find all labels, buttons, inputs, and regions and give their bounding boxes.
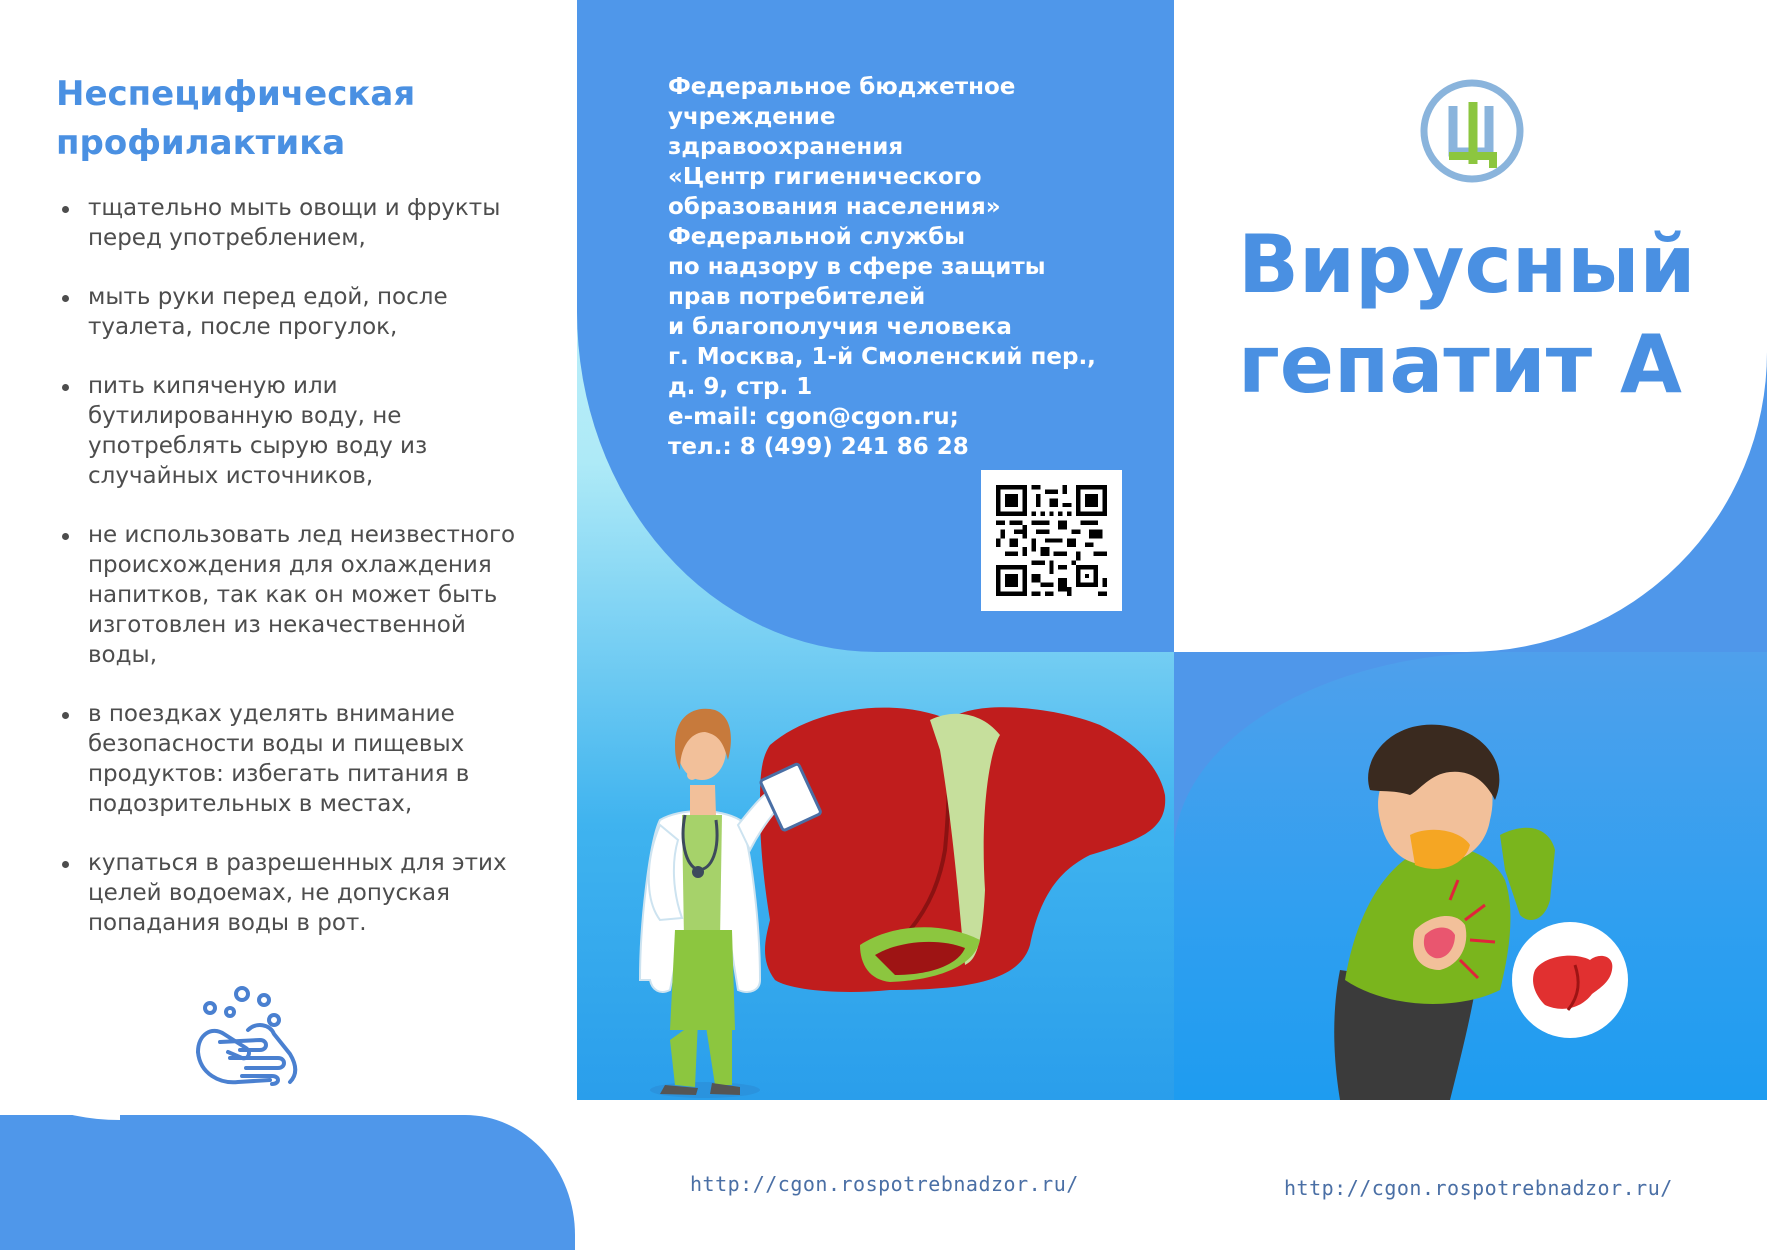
org-address: д. 9, стр. 1 [668, 374, 813, 400]
website-link[interactable]: http://cgon.rospotrebnadzor.ru/ [1284, 1176, 1673, 1200]
qr-code-icon [996, 485, 1107, 596]
org-phone: тел.: 8 (499) 241 86 28 [668, 434, 969, 460]
list-item: пить кипяченую или бутилированную воду, не употреблять сырую воду из случайных источников, [60, 371, 540, 491]
prevention-title: Неспецифическая профилактика [56, 74, 416, 163]
org-line: образования населения» [668, 194, 1001, 220]
handwashing-icon [190, 982, 310, 1092]
list-item: не использовать лед неизвестного происхождения для охлаждения напитков, так как он может быть изготовлен из некачественной воды, [60, 520, 540, 670]
website-link[interactable]: http://cgon.rospotrebnadzor.ru/ [690, 1172, 1079, 1196]
org-line: и благополучия человека [668, 314, 1012, 340]
list-item: купаться в разрешенных для этих целей водоемах, не допуская попадания воды в рот. [60, 848, 540, 938]
liver-icon [760, 707, 1165, 992]
org-email: e-mail: cgon@cgon.ru; [668, 404, 959, 430]
title-line: гепатит А [1238, 318, 1682, 411]
org-line: прав потребителей [668, 284, 926, 310]
prevention-list [60, 193, 540, 967]
cgon-logo [1419, 78, 1525, 184]
sick-man-illustration [1300, 720, 1740, 1100]
decorative-wave [0, 1115, 575, 1250]
org-line: учреждение [668, 104, 836, 130]
org-line: Федеральной службы [668, 224, 965, 250]
org-line: Федеральное бюджетное [668, 74, 1016, 100]
title-line: Вирусный [1238, 218, 1696, 311]
list-item: мыть руки перед едой, после туалета, после прогулок, [60, 282, 540, 342]
org-line: «Центр гигиенического [668, 164, 982, 190]
org-address: г. Москва, 1-й Смоленский пер., [668, 344, 1096, 370]
list-item: в поездках уделять внимание безопасности воды и пищевых продуктов: избегать питания в подозрительных в местах, [60, 699, 540, 819]
org-line: здравоохранения [668, 134, 904, 160]
list-item: тщательно мыть овощи и фрукты перед употреблением, [60, 193, 540, 253]
qr-code[interactable] [981, 470, 1122, 611]
org-line: по надзору в сфере защиты [668, 254, 1046, 280]
brochure-title [1238, 215, 1758, 415]
organization-contacts [668, 72, 1138, 462]
doctor-with-liver-illustration [620, 690, 1180, 1100]
